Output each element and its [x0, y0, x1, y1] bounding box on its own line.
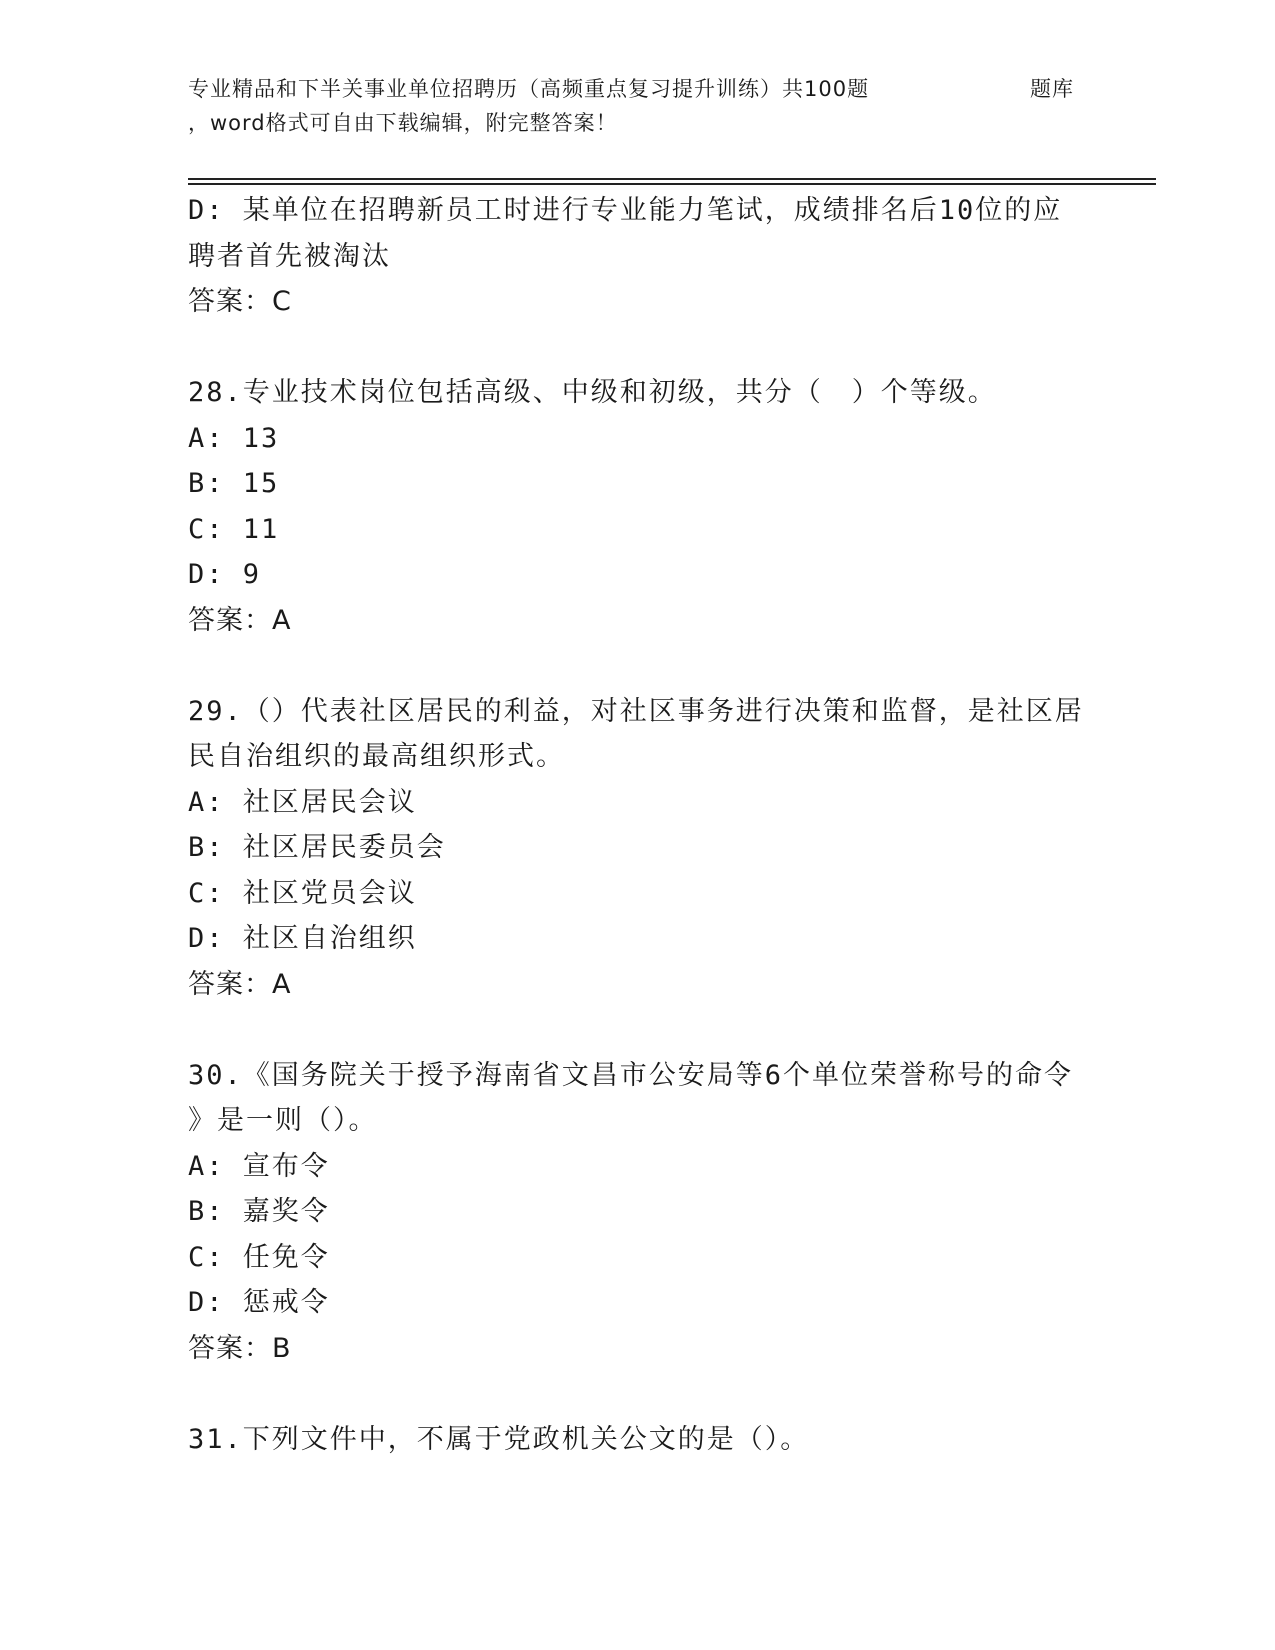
- page-header: [188, 72, 1088, 140]
- question-stem: 30.《国务院关于授予海南省文昌市公安局等6个单位荣誉称号的命令: [188, 1059, 1074, 1091]
- header-divider-top: [188, 178, 1156, 180]
- question-stem-continued: 》是一则（）。: [188, 1105, 378, 1136]
- answer: 答案：B: [188, 1332, 292, 1364]
- header-title-row: [188, 72, 1088, 106]
- spacer: [188, 643, 1088, 689]
- spacer: [188, 1371, 1088, 1417]
- option-a: A: 13: [188, 422, 280, 454]
- answer: 答案：A: [188, 604, 292, 636]
- header-tag: 题库: [1030, 77, 1074, 101]
- answer: 答案：A: [188, 968, 292, 1000]
- option-c: C: 11: [188, 513, 280, 545]
- question-stem-continued: 民自治组织的最高组织形式。: [188, 741, 565, 772]
- question-stem: 29.（）代表社区居民的利益，对社区事务进行决策和监督，是社区居: [188, 695, 1084, 727]
- option-c: C: 任免令: [188, 1241, 330, 1273]
- header-divider-bottom: [188, 183, 1156, 185]
- spacer: [188, 325, 1088, 371]
- spacer: [188, 1007, 1088, 1053]
- option-d: D: 某单位在招聘新员工时进行专业能力笔试，成绩排名后10位的应: [188, 195, 1063, 226]
- option-d: D: 惩戒令: [188, 1287, 330, 1318]
- option-d-continued: 聘者首先被淘汰: [188, 240, 391, 272]
- question-list: [188, 188, 1088, 1462]
- option-a: A: 社区居民会议: [188, 786, 417, 818]
- option-b: B: 15: [188, 468, 280, 499]
- option-b: B: 嘉奖令: [188, 1196, 330, 1227]
- question-stem: 31.下列文件中，不属于党政机关公文的是（）。: [188, 1423, 810, 1455]
- option-c: C: 社区党员会议: [188, 877, 417, 909]
- answer: 答案：C: [188, 286, 292, 317]
- option-a: A: 宣布令: [188, 1150, 330, 1182]
- header-title: 专业精品和下半关事业单位招聘历（高频重点复习提升训练）共100题: [188, 77, 870, 101]
- header-subtitle: ，word格式可自由下载编辑，附完整答案！: [188, 111, 618, 135]
- option-b: B: 社区居民委员会: [188, 832, 446, 863]
- option-d: D: 9: [188, 559, 262, 590]
- option-d: D: 社区自治组织: [188, 923, 417, 954]
- question-stem: 28.专业技术岗位包括高级、中级和初级，共分（ ）个等级。: [188, 377, 997, 408]
